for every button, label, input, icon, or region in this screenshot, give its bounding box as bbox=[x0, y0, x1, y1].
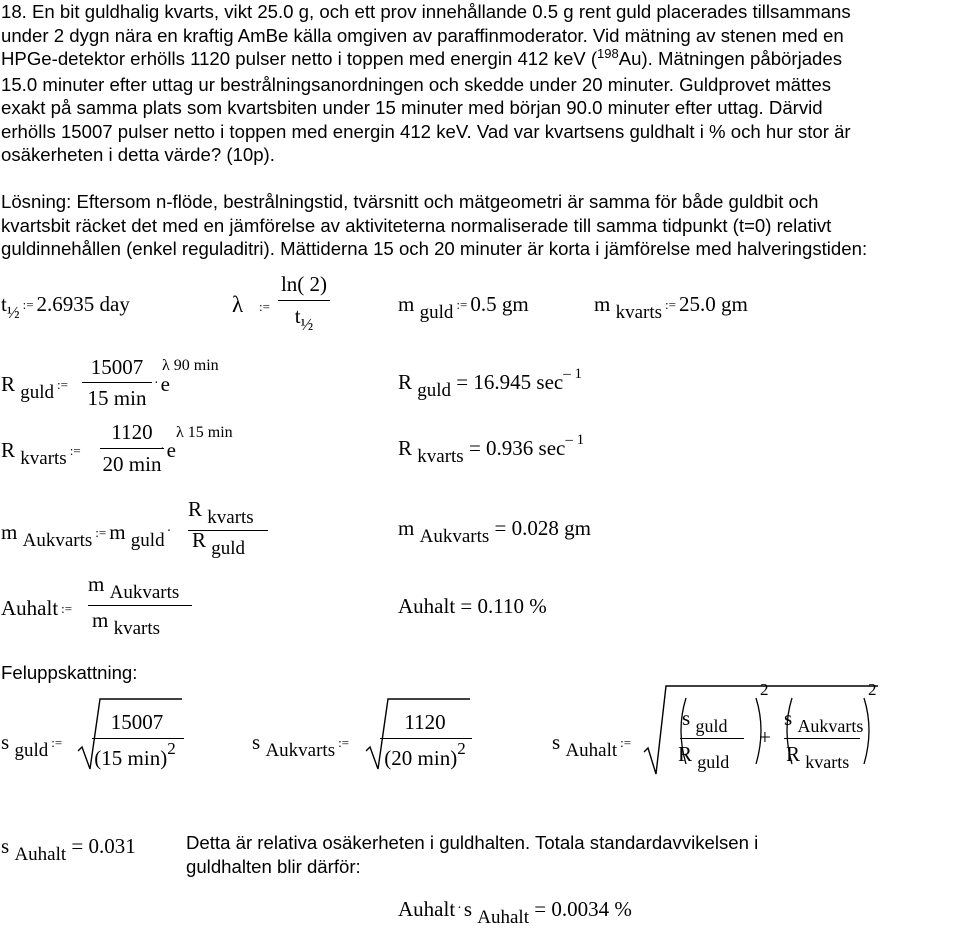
Auhalt-result: Auhalt = 0.110 % bbox=[398, 594, 547, 618]
fraction-bar bbox=[278, 300, 330, 301]
s-Aukvarts-denominator: (20 min)$^2$ bbox=[384, 739, 466, 770]
R-guld-exponent: λ 90 min bbox=[162, 357, 219, 374]
s-Auhalt-term1-denominator: R guld bbox=[678, 742, 730, 772]
R-guld-numerator: 15007 bbox=[90, 355, 144, 379]
m-Aukvarts-numerator: R kvarts bbox=[188, 497, 254, 528]
R-guld-denominator: 15 min bbox=[87, 386, 147, 410]
lambda-denominator: $t_{\frac{1}{2}}$ bbox=[294, 304, 314, 334]
feluppskattning-heading: Feluppskattning: bbox=[1, 662, 138, 683]
s-Auhalt-term2-denominator: R kvarts bbox=[786, 742, 850, 772]
plus-sign: + bbox=[759, 725, 771, 749]
t-half-definition: $t_{\frac{1}{2}}$ := 2.6935 day bbox=[1, 292, 130, 322]
s-Auhalt-term2-numerator: s Aukvarts bbox=[784, 706, 864, 736]
s-Auhalt-result: s Auhalt = 0.031 bbox=[1, 834, 136, 865]
R-kvarts-denominator: 20 min bbox=[102, 452, 162, 476]
R-kvarts-lhs: R kvarts := bbox=[1, 438, 81, 469]
m-guld-definition: m guld := 0.5 gm bbox=[398, 292, 529, 323]
s-Aukvarts-lhs: s Aukvarts := bbox=[252, 730, 350, 761]
lambda-symbol: λ bbox=[232, 292, 244, 317]
s-Auhalt-term1-numerator: s guld bbox=[682, 706, 728, 736]
R-guld-lhs: R guld := bbox=[1, 372, 68, 403]
m-Aukvarts-denominator: R guld bbox=[192, 528, 246, 559]
s-guld-numerator: 15007 bbox=[110, 710, 164, 734]
R-kvarts-result: R kvarts = 0.936 $\sec^{- 1}$ bbox=[398, 432, 585, 467]
conclusion-text: Detta är relativa osäkerheten i guldhalten. Totala standardavvikelsen i guldhalten blir därför: bbox=[186, 832, 759, 877]
s-Auhalt-lhs: s Auhalt := bbox=[552, 730, 632, 761]
R-kvarts-exponent: λ 15 min bbox=[176, 424, 233, 441]
final-result: Auhalt ·s Auhalt = 0.0034 % bbox=[398, 897, 632, 928]
Auhalt-denominator: m kvarts bbox=[92, 608, 161, 639]
s-Aukvarts-numerator: 1120 bbox=[404, 710, 446, 734]
problem-number: 18. bbox=[1, 1, 27, 22]
R-guld-result: R guld = 16.945 $\sec^{- 1}$ bbox=[398, 366, 582, 401]
m-kvarts-definition: m kvarts := 25.0 gm bbox=[594, 292, 748, 323]
Auhalt-numerator: m Aukvarts bbox=[88, 572, 180, 603]
problem-text: 18. En bit guldhalig kvarts, vikt 25.0 g, och ett prov innehållande 0.5 g rent guld placerades tillsammans under 2 dygn nära en kraftig AmBe källa omgiven av paraffinmoderator. Vid mätning av stenen med en HPGe-detektor erhölls 1120 pulser netto i toppen med energin 412 keV ($^{198}$Au). Mätningen påbörjades 15.0 minuter efter uttag ur bestrålningsanordningen och skedde under 20 minuter. Guldprovet mättes exakt på samma plats som kvartsbiten under 15 minuter med början 90.0 minuter efter uttag. Därvid erhölls 15007 pulser netto i toppen med energin 412 keV. Vad var kvartsens guldhalt i % och hur stor är osäkerheten i detta värde? (10p). bbox=[1, 1, 851, 165]
s-guld-lhs: s guld := bbox=[1, 730, 63, 761]
Auhalt-lhs: Auhalt := bbox=[1, 596, 73, 620]
solution-text: Lösning: Eftersom n-flöde, bestrålningstid, tvärsnitt och mätgeometri är samma för både guldbit och kvartsbit räcket det med en jämförelse av aktiviteterna normaliserade till samma tidpunkt (t=0) relativt guldinnehållen (enkel reguladitri). Mättiderna 15 och 20 minuter är korta i jämförelse med halveringstiden: bbox=[1, 191, 868, 259]
m-Aukvarts-result: m Aukvarts = 0.028 gm bbox=[398, 516, 591, 547]
R-kvarts-numerator: 1120 bbox=[111, 420, 153, 444]
m-Aukvarts-lhs: m Aukvarts := m guld · bbox=[1, 520, 172, 551]
lambda-numerator: ln( 2) bbox=[280, 272, 328, 296]
s-guld-denominator: (15 min)$^2$ bbox=[94, 739, 176, 770]
